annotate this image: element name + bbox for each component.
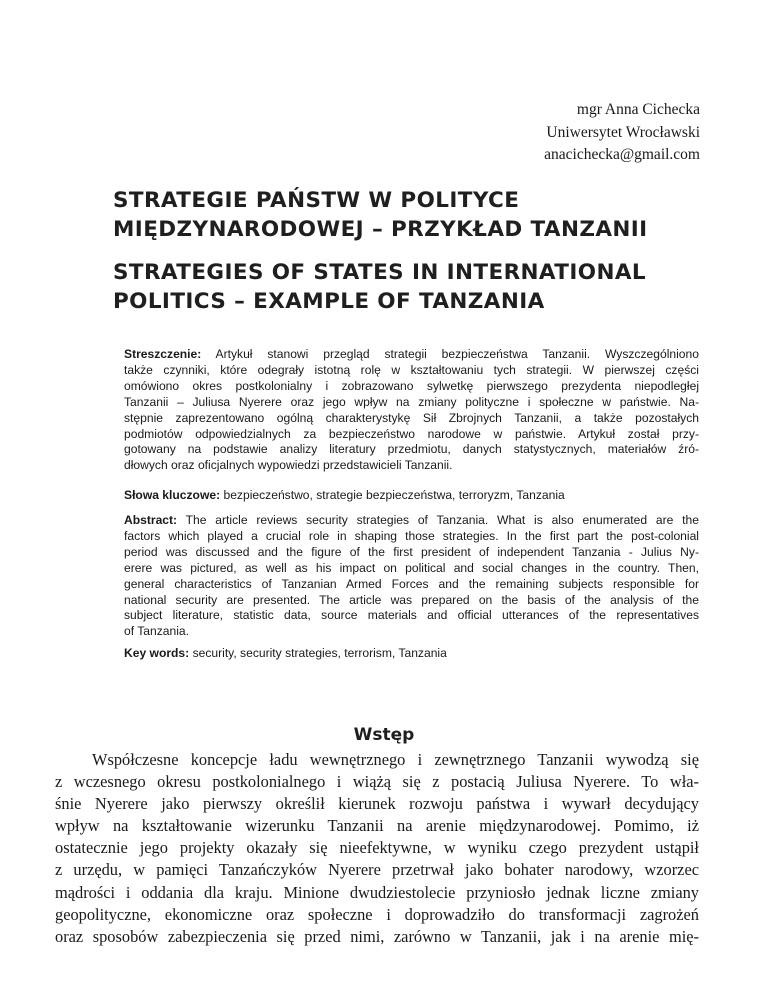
streszczenie-line: gotowany na podstawie analizy literatury przedmiotu, danych statystycznych, materiałów źró- <box>124 442 699 457</box>
streszczenie-line: stępnie zaprezentowano ogólną charakterystykę Sił Zbrojnych Tanzanii, a także pozostałych <box>124 410 699 425</box>
section-heading: Wstęp <box>353 725 415 746</box>
slowa-kluczowe-block <box>124 488 699 504</box>
key-words-text: security, security strategies, terrorism, Tanzania <box>192 646 447 660</box>
key-words-label: Key words: <box>124 646 190 660</box>
title-english-line-1: STRATEGIES OF STATES IN INTERNATIONAL <box>113 260 646 285</box>
title-english-line-2: POLITICS – EXAMPLE OF TANZANIA <box>113 289 545 314</box>
streszczenie-label: Streszczenie: <box>124 347 202 361</box>
abstract-block <box>124 513 699 640</box>
author-name: mgr Anna Cichecka <box>576 101 700 118</box>
body-line: z urzędu, w pamięci Tanzańczyków Nyerere przetrwał jako bohater narodowy, wzorzec <box>55 860 699 880</box>
body-paragraph <box>55 749 699 948</box>
streszczenie-block <box>124 347 699 474</box>
streszczenie-line: omówiono okres postkolonialny i zobrazowano sylwetkę pierwszego prezydenta niepodległej <box>124 378 699 393</box>
key-words-block <box>124 646 699 662</box>
streszczenie-line: dłowych oraz oficjalnych wypowiedzi przedstawicieli Tanzanii. <box>124 458 453 473</box>
body-line: śnie Nyerere jako pierwszy określił kierunek rozwoju państwa i wywarł decydujący <box>55 794 699 814</box>
body-line: mądrości i oddania dla kraju. Minione dwudziestolecie przyniosło jednak liczne zmiany <box>55 882 699 902</box>
title-polish-line-2: MIĘDZYNARODOWEJ – PRZYKŁAD TANZANII <box>113 217 648 242</box>
slowa-kluczowe-label: Słowa kluczowe: <box>124 488 221 502</box>
abstract-line: general characteristics of Tanzanian Armed Forces and the remaining subjects responsible for <box>124 576 699 591</box>
body-line: geopolityczne, ekonomiczne oraz społeczne i doprowadziło do transformacji zagrożeń <box>55 904 699 924</box>
body-line: wpływ na kształtowanie wizerunku Tanzanii na arenie międzynarodowej. Pomimo, iż <box>55 816 699 836</box>
author-email: anacichecka@gmail.com <box>544 146 700 163</box>
abstract-line: of Tanzania. <box>124 624 189 639</box>
abstract-line: period was discussed and the figure of the first president of independent Tanzania - Julius Ny- <box>124 544 699 559</box>
streszczenie-line: podmiotów odpowiedzialnych za bezpieczeństwo narodowe w państwie. Artykuł został przy- <box>124 426 699 441</box>
body-line: Współczesne koncepcje ładu wewnętrznego i zewnętrznego Tanzanii wywodzą się <box>92 750 699 769</box>
streszczenie-line: Tanzanii – Juliusa Nyerere oraz jego wpływ na zmiany polityczne i społeczne w państwie. Na- <box>124 394 699 409</box>
body-line: ostatecznie jego projekty okazały się nieefektywne, w wyniku czego prezydent ustąpił <box>55 838 699 858</box>
abstract-line: factors which played a crucial role in shaping those strategies. In the first part the post-colonial <box>124 528 699 543</box>
abstract-label: Abstract: <box>124 513 178 527</box>
abstract-line: Abstract: The article reviews security strategies of Tanzania. What is also enumerated are the <box>124 513 699 527</box>
body-line: z wczesnego okresu postkolonialnego i wiążą się z postacią Juliusa Nyerere. To wła- <box>55 772 699 792</box>
slowa-kluczowe-text: bezpieczeństwo, strategie bezpieczeństwa, terroryzm, Tanzania <box>223 488 565 502</box>
abstract-line: national security are presented. The article was prepared on the basis of the analysis of the <box>124 592 699 607</box>
streszczenie-line: także czynniki, które odegrały istotną rolę w kształtowaniu tych strategii. W pierwszej części <box>124 362 699 377</box>
abstract-line: erere was pictured, as well as his impact on political and social changes in the country. Then, <box>124 560 699 575</box>
author-affiliation: Uniwersytet Wrocławski <box>546 123 700 141</box>
title-polish-line-1: STRATEGIE PAŃSTW W POLITYCE <box>113 188 520 213</box>
title-polish <box>113 186 713 244</box>
body-line: oraz sposobów zabezpieczenia się przed nimi, zarówno w Tanzanii, jak i na arenie mię- <box>55 926 699 946</box>
streszczenie-line: Streszczenie: Artykuł stanowi przegląd strategii bezpieczeństwa Tanzanii. Wyszczególniono <box>124 347 699 361</box>
title-english <box>113 258 713 316</box>
abstract-line: subject literature, statistic data, source materials and official utterances of the representatives <box>124 608 699 623</box>
author-block <box>300 99 700 167</box>
